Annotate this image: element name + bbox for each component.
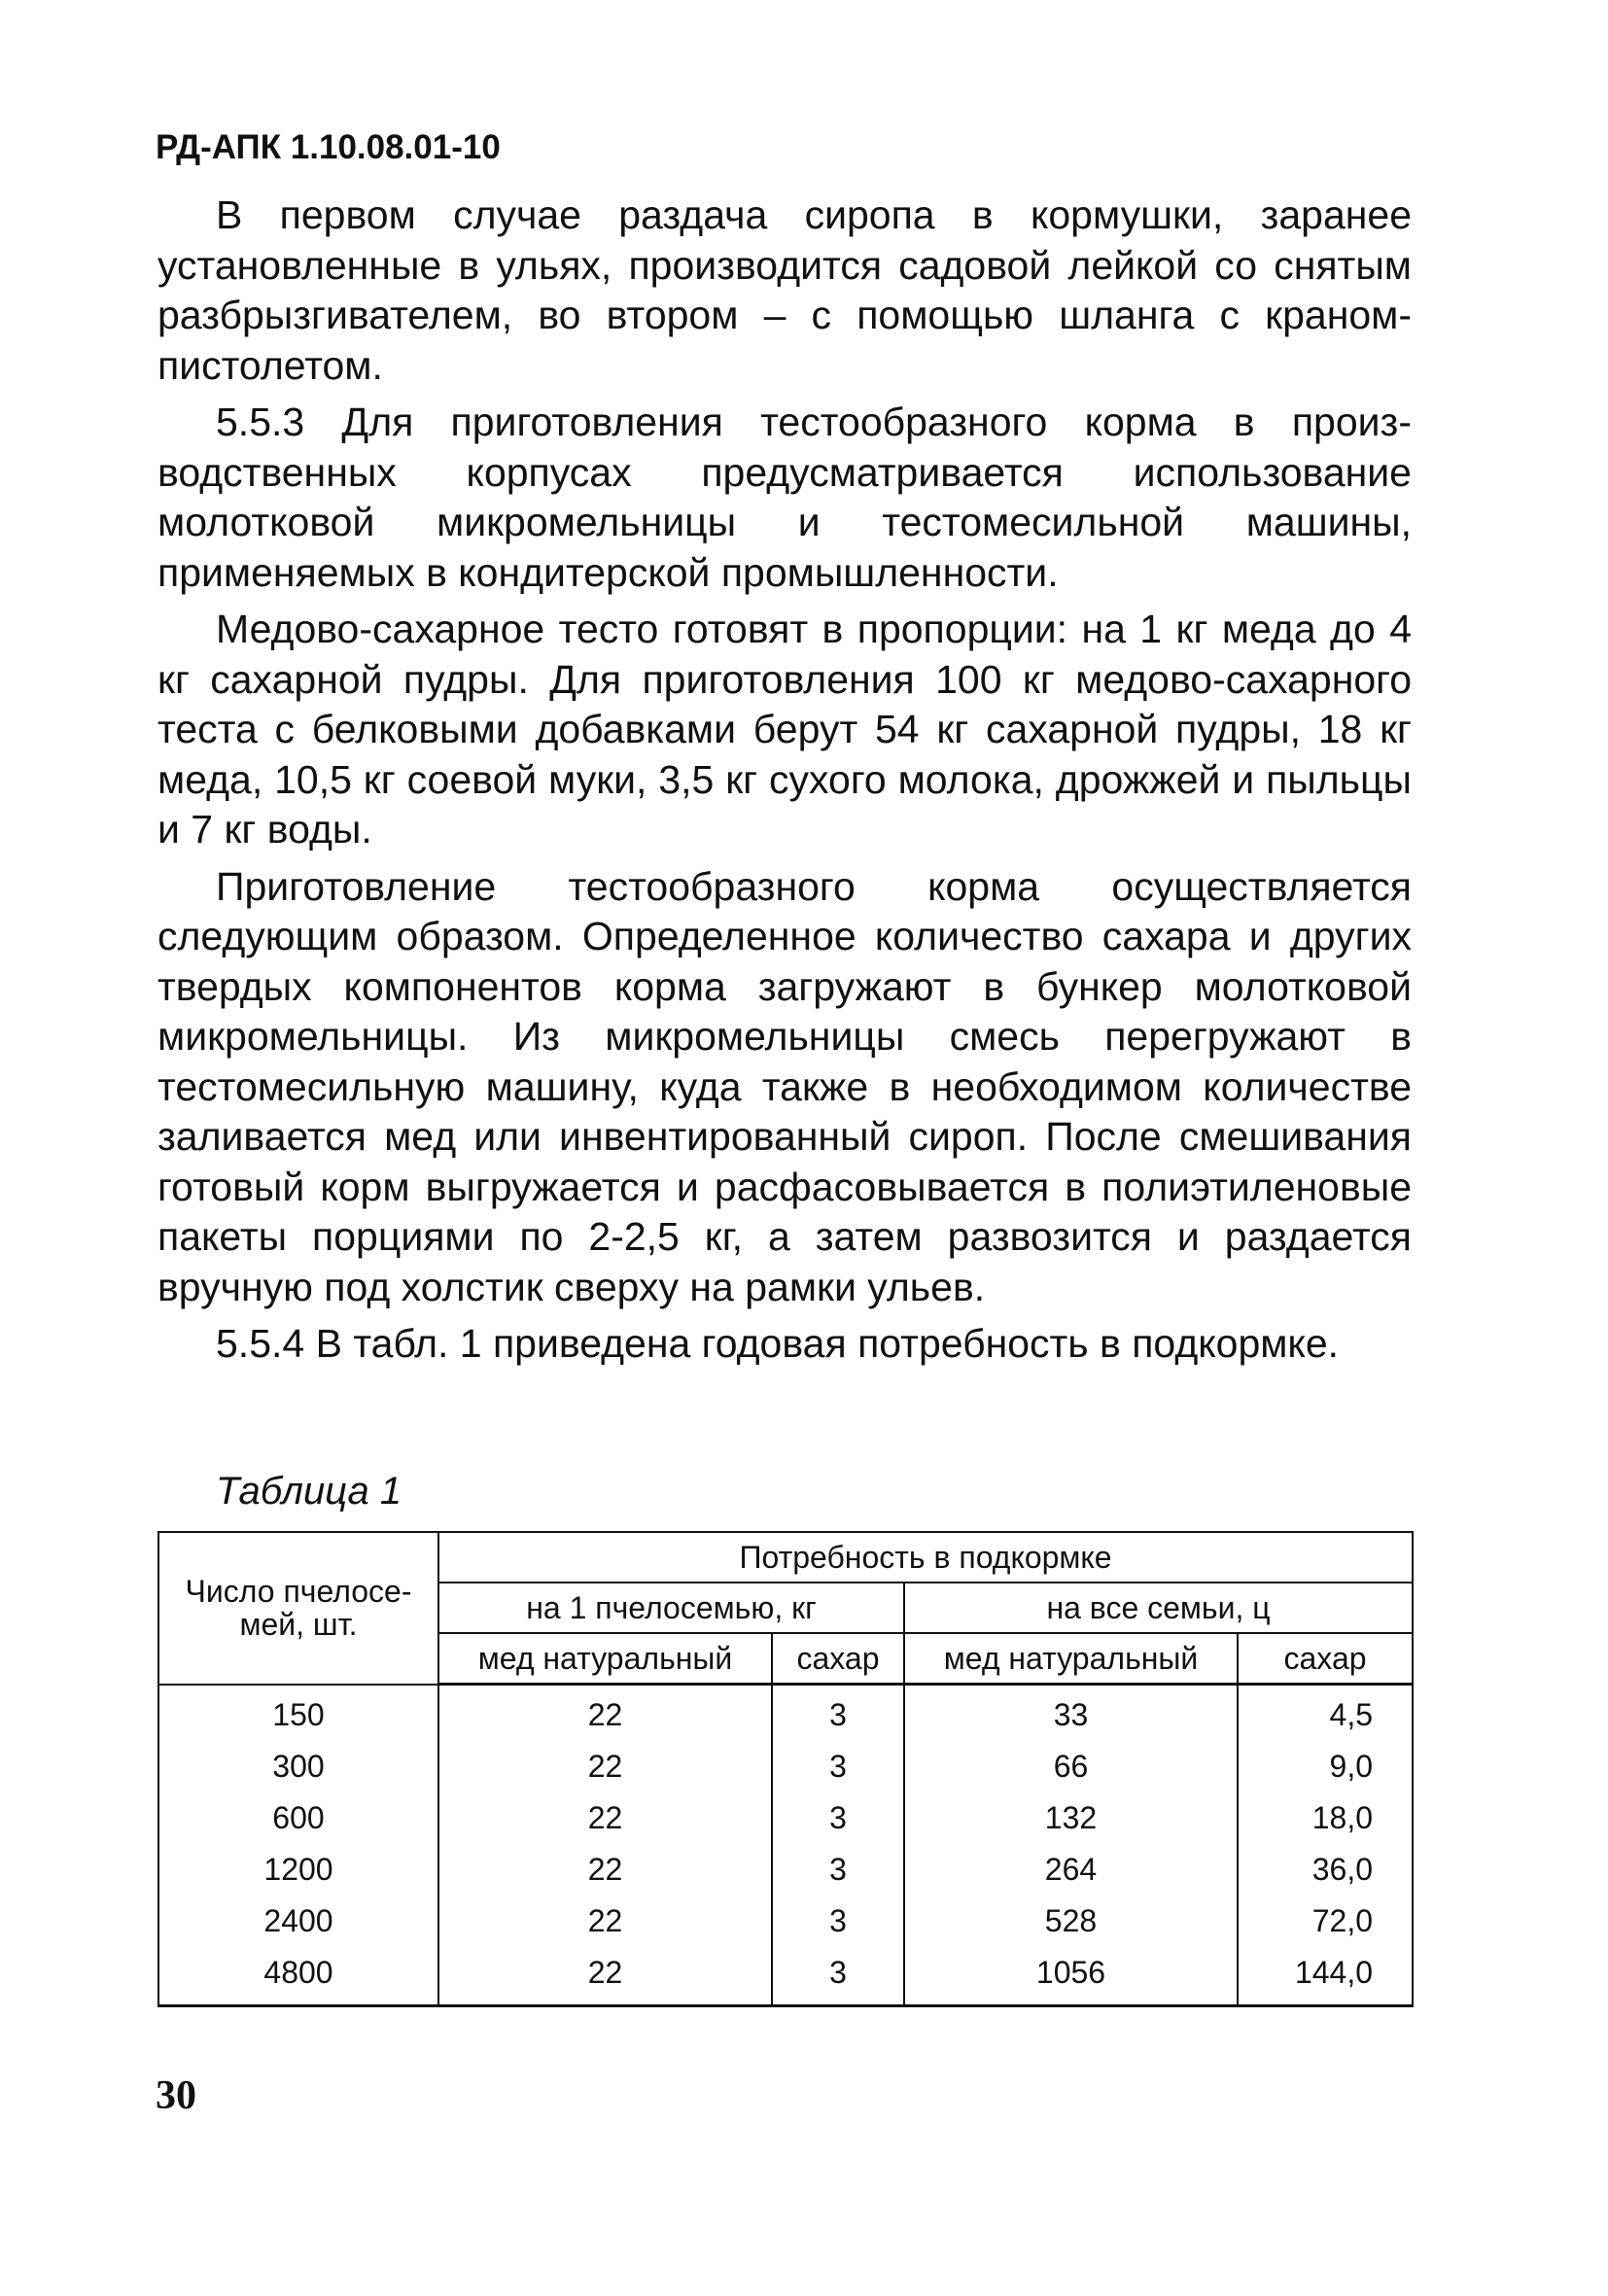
table-row (158, 1844, 1413, 1896)
cell-colonies: 4800 (158, 1947, 438, 2006)
table-caption: Таблица 1 (216, 1470, 402, 1513)
header-all-colonies: на все семьи, ц (904, 1583, 1413, 1633)
cell-honey-all: 528 (904, 1896, 1238, 1947)
cell-sugar-all: 36,0 (1238, 1844, 1413, 1896)
cell-honey-per-colony: 22 (438, 1741, 772, 1792)
header-honey-all: мед натуральный (904, 1633, 1238, 1685)
paragraph-syrup-distribution: В первом случае раздача сиропа в кормушки, заранее установленные в ульях, производится садовой лейкой со снятым разбрызгивателем, во втором – с помощью шланга с краном-пистолетом. (157, 192, 1412, 388)
cell-honey-all: 33 (904, 1685, 1238, 1742)
paragraph-preparation: Приготовление тестообразного корма осуществляется следующим образом. Определенное количество сахара и других твердых компонентов корма загружают в бункер молотковой микромельницы. Из микромельницы смесь перегружают в тестомесильную машину, куда также в необходимом количестве заливается мед или инвентированный сироп. После смешивания готовый корм выгружается и расфасовывается в полиэтиленовые пакеты порциями по 2-2,5 кг, а затем развозится и раздается вручную под холстик сверху на рамки ульев. (157, 863, 1412, 1309)
cell-honey-per-colony: 22 (438, 1947, 772, 2006)
cell-honey-per-colony: 22 (438, 1685, 772, 1742)
cell-colonies: 1200 (158, 1844, 438, 1896)
cell-sugar-all: 144,0 (1238, 1947, 1413, 2006)
cell-honey-per-colony: 22 (438, 1844, 772, 1896)
cell-colonies: 150 (158, 1685, 438, 1742)
header-feed-requirement: Потребность в подкормке (438, 1532, 1413, 1583)
cell-colonies: 2400 (158, 1896, 438, 1947)
paragraph-5-5-4: 5.5.4 В табл. 1 приведена годовая потребность в подкормке. (216, 1321, 1340, 1366)
cell-colonies: 600 (158, 1792, 438, 1844)
cell-sugar-all: 9,0 (1238, 1741, 1413, 1792)
cell-sugar-per-colony: 3 (772, 1685, 904, 1742)
table-row (158, 1741, 1413, 1792)
document-code: РД-АПК 1.10.08.01-10 (156, 128, 501, 166)
cell-sugar-per-colony: 3 (772, 1896, 904, 1947)
feed-requirement-table (157, 1531, 1414, 2007)
header-colonies: Число пчелосемей, шт. (158, 1532, 438, 1685)
header-per-colony: на 1 пчелосемью, кг (438, 1583, 904, 1633)
table-row (158, 1947, 1413, 2006)
paragraph-dough-proportion: Медово-сахарное тесто готовят в пропорции: на 1 кг меда до 4 кг сахарной пудры. Для приготовления 100 кг медово-сахарного теста с белковыми добавками берут 54 кг сахарной пудры, 18 кг меда, 10,5 кг соевой муки, 3,5 кг сухого молока, дрожжей и пыльцы и 7 кг воды. (157, 607, 1412, 852)
cell-honey-all: 1056 (904, 1947, 1238, 2006)
paragraph-5-5-3: 5.5.3 Для приготовления тестообразного корма в производственных корпусах предусматривается использование молотковой микромельницы и тестомесильной машины, применяемых в кондитерской промышленности. (157, 400, 1412, 595)
header-sugar-per-colony: сахар (772, 1633, 904, 1685)
table-row (158, 1896, 1413, 1947)
cell-honey-all: 264 (904, 1844, 1238, 1896)
header-honey-per-colony: мед натуральный (438, 1633, 772, 1685)
cell-sugar-all: 72,0 (1238, 1896, 1413, 1947)
body-text (157, 191, 1412, 1376)
cell-honey-per-colony: 22 (438, 1896, 772, 1947)
table-row (158, 1685, 1413, 1742)
cell-honey-per-colony: 22 (438, 1792, 772, 1844)
cell-sugar-per-colony: 3 (772, 1947, 904, 2006)
header-sugar-all: сахар (1238, 1633, 1413, 1685)
cell-sugar-per-colony: 3 (772, 1844, 904, 1896)
cell-honey-all: 132 (904, 1792, 1238, 1844)
cell-honey-all: 66 (904, 1741, 1238, 1792)
page-number: 30 (156, 2073, 196, 2118)
cell-sugar-per-colony: 3 (772, 1741, 904, 1792)
cell-sugar-all: 18,0 (1238, 1792, 1413, 1844)
cell-colonies: 300 (158, 1741, 438, 1792)
cell-sugar-per-colony: 3 (772, 1792, 904, 1844)
table-row (158, 1792, 1413, 1844)
cell-sugar-all: 4,5 (1238, 1685, 1413, 1742)
